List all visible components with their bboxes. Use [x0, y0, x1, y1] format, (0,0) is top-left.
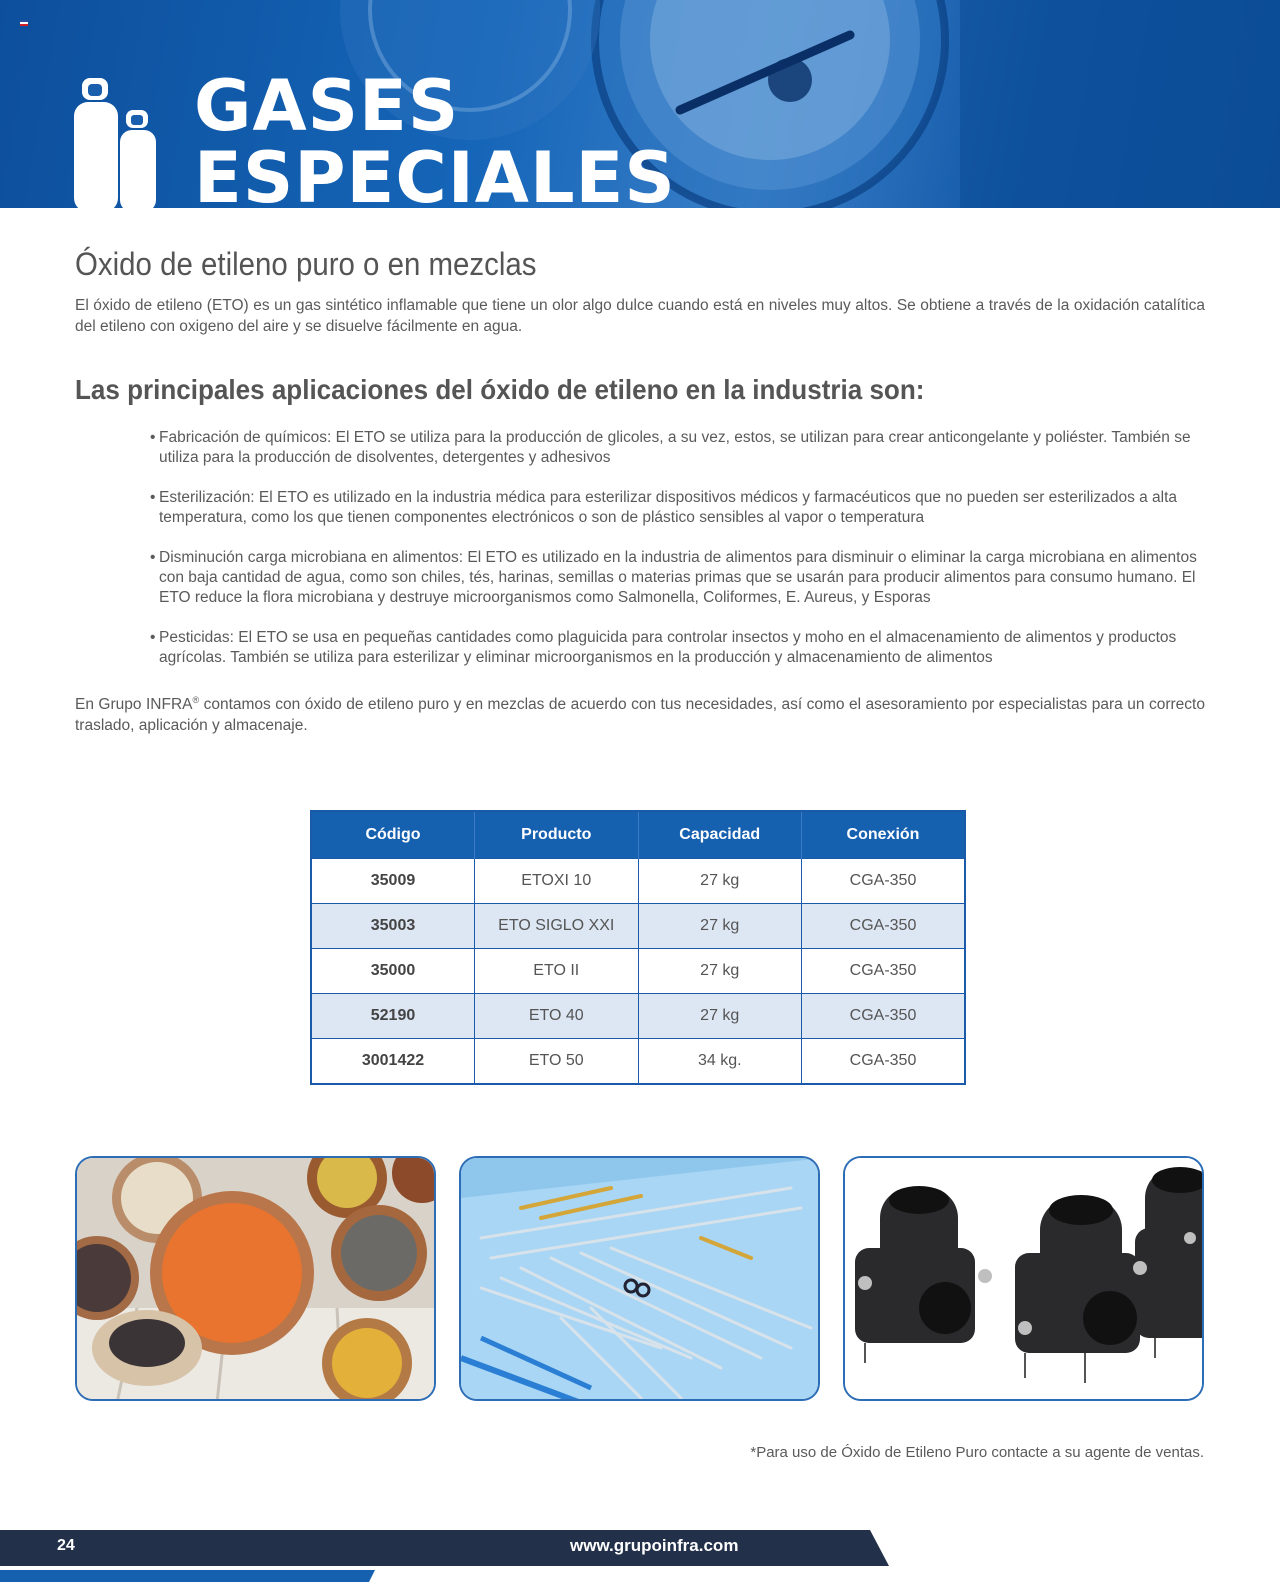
table-row: 35000 ETO II 27 kg CGA-350 — [311, 949, 965, 994]
intro-paragraph: El óxido de etileno (ETO) es un gas sintético inflamable que tiene un olor algo dulce cuando está en niveles muy altos. Se obtiene a través de la oxidación catalítica del etileno con oxigeno del aire y se disuelve fácilmente en agua. — [75, 297, 1205, 335]
website-link[interactable]: www.grupoinfra.com — [570, 1536, 739, 1555]
banner-title-line1: GASES — [194, 65, 460, 147]
surgical-instruments-photo — [459, 1156, 820, 1401]
banner-title — [194, 65, 676, 208]
closing-paragraph: En Grupo INFRA® contamos con óxido de etileno puro y en mezclas de acuerdo con tus necesidades, así como el asesoramiento por especialistas para un correcto traslado, aplicación y almacenaje. — [75, 695, 1205, 735]
table-row: 35009 ETOXI 10 27 kg CGA-350 — [311, 859, 965, 904]
header-producto: Producto — [475, 811, 639, 859]
table-row: 3001422 ETO 50 34 kg. CGA-350 — [311, 1039, 965, 1085]
banner-title-line2: ESPECIALES — [194, 137, 676, 208]
header-codigo: Código — [311, 811, 475, 859]
page-number: 24 — [57, 1537, 75, 1554]
list-item: • Fabricación de químicos: El ETO se utiliza para la producción de glicoles, a su vez, estos, se utilizan para crear anticongelante y poliéster. También se utiliza para la producción de disolventes, detergentes y adhesivos — [150, 429, 1191, 466]
table-row: 52190 ETO 40 27 kg CGA-350 — [311, 994, 965, 1039]
gas-cylinders-icon — [70, 74, 160, 208]
page-title: Óxido de etileno puro o en mezclas — [75, 246, 537, 282]
flag-icon — [20, 20, 28, 26]
list-item: • Disminución carga microbiana en alimentos: El ETO es utilizado en la industria de alimentos para disminuir o eliminar la carga microbiana en alimentos con baja cantidad de agua, como son chiles, tés, harinas, semillas o materias primas que se usarán para producir alimentos para consumo humano. El ETO reduce la flora microbiana y destruye microorganismos como Salmonella, Coliformes, E. Aureus, y Esporas — [150, 549, 1197, 606]
table-header-row — [311, 811, 965, 859]
applications-list — [150, 428, 1206, 688]
footnote: *Para uso de Óxido de Etileno Puro contacte a su agente de ventas. — [750, 1444, 1204, 1461]
grains-and-seeds-photo — [75, 1156, 436, 1401]
header-conexion: Conexión — [802, 811, 966, 859]
list-item: • Pesticidas: El ETO se usa en pequeñas cantidades como plaguicida para controlar insectos y moho en el almacenamiento de alimentos y productos agrícolas. También se utiliza para esterilizar y eliminar microorganismos en la producción y almacenamiento de alimentos — [150, 629, 1177, 666]
header-capacidad: Capacidad — [638, 811, 802, 859]
product-table — [310, 810, 966, 1085]
valve-connectors-photo — [843, 1156, 1204, 1401]
header-banner — [0, 0, 1280, 208]
list-item: • Esterilización: El ETO es utilizado en la industria médica para esterilizar dispositivos médicos y farmacéuticos que no pueden ser esterilizados a alta temperatura, como los que tienen componentes electrónicos o son de plástico sensibles al vapor o temperatura — [150, 489, 1178, 526]
table-row: 35003 ETO SIGLO XXI 27 kg CGA-350 — [311, 904, 965, 949]
applications-heading: Las principales aplicaciones del óxido de etileno en la industria son: — [75, 374, 925, 405]
